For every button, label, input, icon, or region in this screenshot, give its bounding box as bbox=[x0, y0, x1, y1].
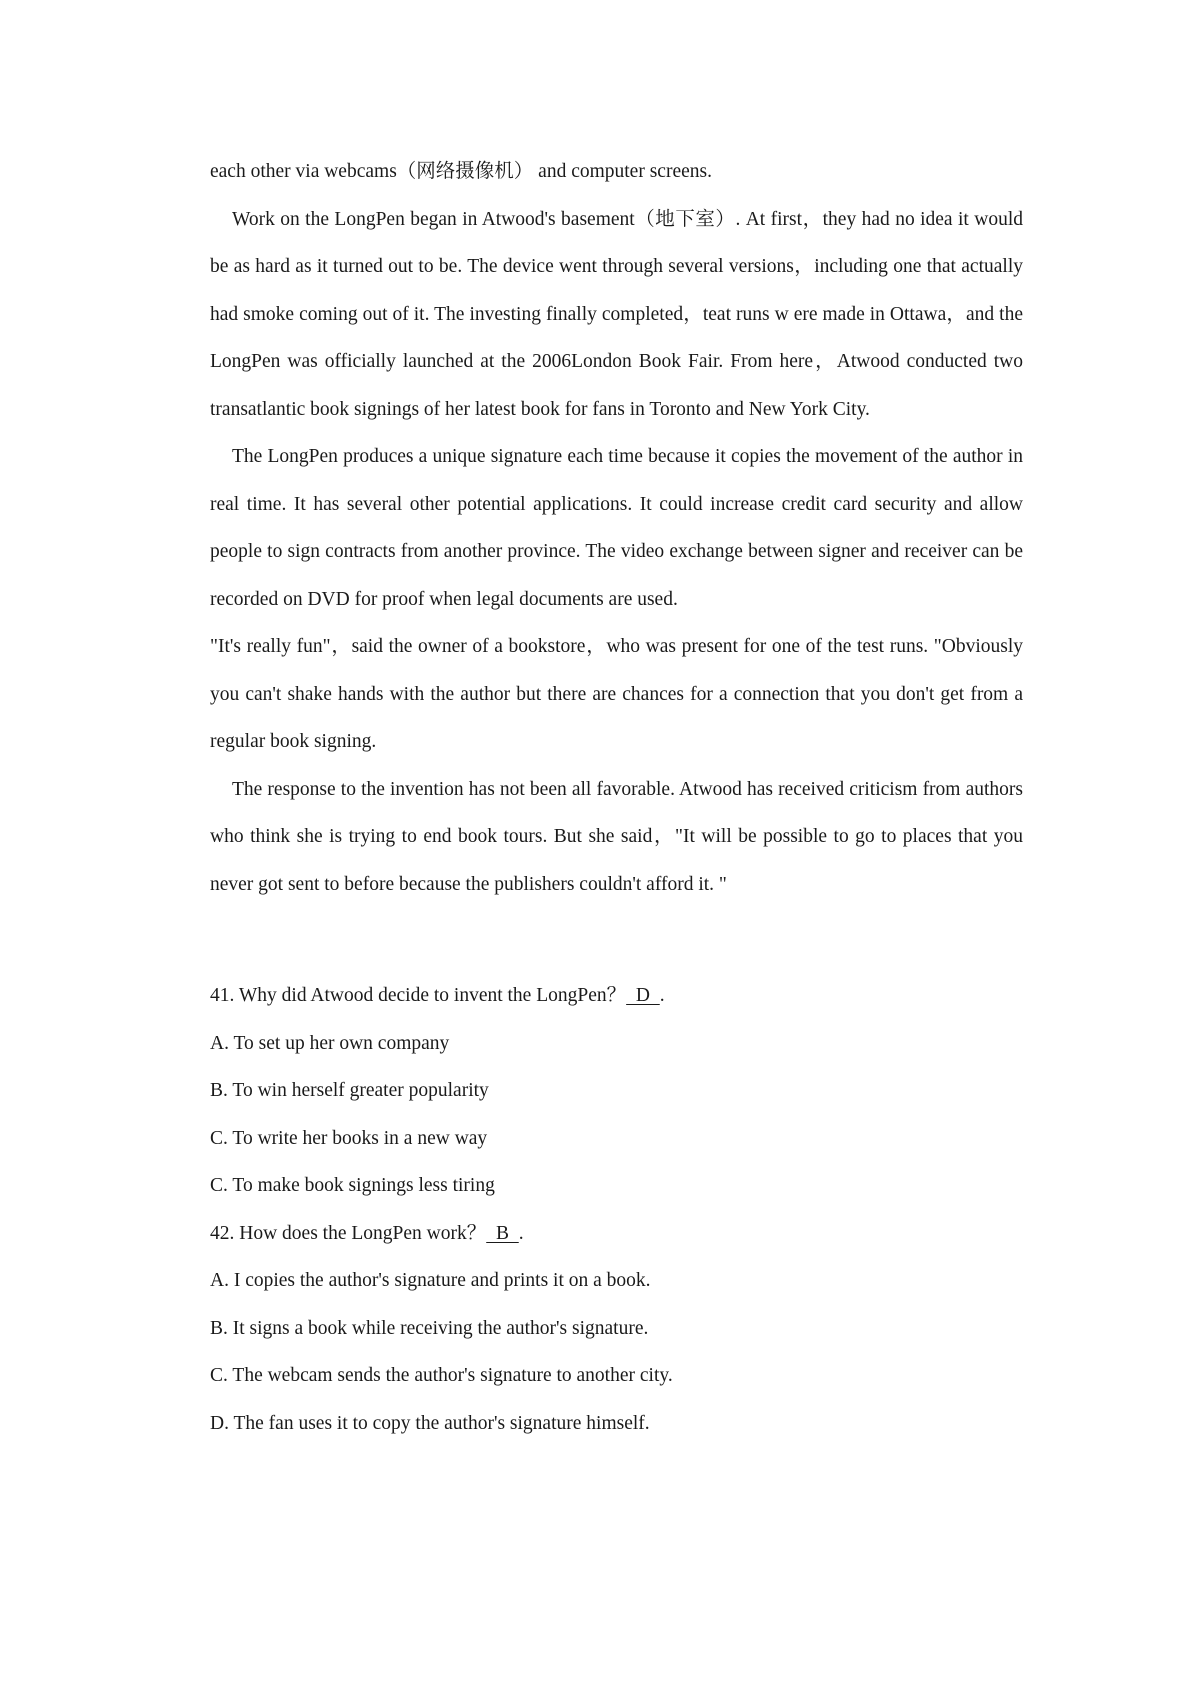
passage-paragraph-1: Work on the LongPen began in Atwood's basement（地下室）. At first，they had no idea it would be as hard as it turned out to be. The device went through several versions，including one that actually had smoke coming out of it. The investing finally completed，teat runs w ere made in Ottawa，and the LongPen was officially launched at the 2006London Book Fair. From here，Atwood conducted two transatlantic book signings of her latest book for fans in Toronto and New York City. bbox=[210, 208, 1023, 420]
question-stem bbox=[210, 972, 1023, 1020]
option-d: D. The fan uses it to copy the author's signature himself. bbox=[210, 1412, 650, 1434]
section-gap bbox=[210, 908, 1023, 972]
option-c: C. The webcam sends the author's signature to another city. bbox=[210, 1365, 673, 1386]
option-a: A. To set up her own company bbox=[210, 1032, 450, 1054]
question-end: . bbox=[659, 985, 665, 1006]
question-42 bbox=[210, 1210, 1023, 1448]
option-b: B. To win herself greater popularity bbox=[210, 1080, 489, 1101]
passage-paragraph-0: each other via webcams（网络摄像机） and computer screens. bbox=[210, 161, 712, 182]
option-a: A. I copies the author's signature and prints it on a book. bbox=[210, 1270, 651, 1291]
passage-paragraph-3: "It's really fun"，said the owner of a bookstore，who was present for one of the test runs. "Obviously you can't shake hands with the author but there are chances for a connection that you don't get from a regular book signing. bbox=[210, 636, 1023, 752]
answer-blank: D bbox=[626, 985, 660, 1006]
passage-paragraph-2: The LongPen produces a unique signature each time because it copies the movement of the author in real time. It has several other potential applications. It could increase credit card security and allow people to sign contracts from another province. The video exchange between signer and receiver can be recorded on DVD for proof when legal documents are used. bbox=[210, 446, 1023, 610]
option-b: B. It signs a book while receiving the author's signature. bbox=[210, 1317, 649, 1339]
question-stem bbox=[210, 1210, 1023, 1258]
question-end: . bbox=[518, 1222, 524, 1244]
answer-blank: B bbox=[486, 1222, 519, 1244]
question-text: 41. Why did Atwood decide to invent the LongPen？ bbox=[210, 985, 627, 1006]
passage-paragraph-4: The response to the invention has not been all favorable. Atwood has received criticism from authors who think she is trying to end book tours. But she said，"It will be possible to go to places that you never got sent to before because the publishers couldn't afford it. " bbox=[210, 778, 1023, 895]
question-41 bbox=[210, 972, 1023, 1210]
option-d: C. To make book signings less tiring bbox=[210, 1175, 495, 1196]
option-c: C. To write her books in a new way bbox=[210, 1127, 488, 1149]
question-text: 42. How does the LongPen work？ bbox=[210, 1222, 487, 1244]
document-page bbox=[210, 148, 1023, 1447]
